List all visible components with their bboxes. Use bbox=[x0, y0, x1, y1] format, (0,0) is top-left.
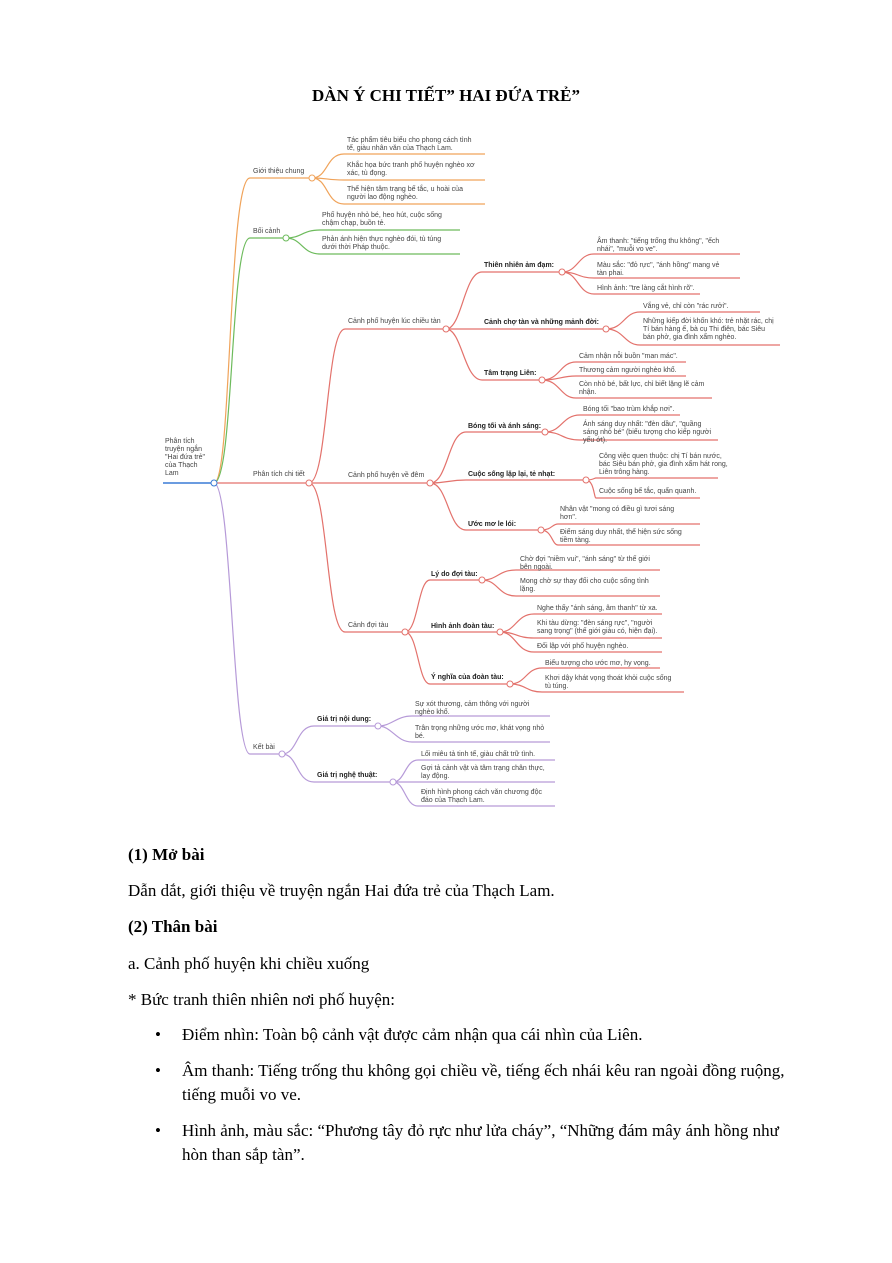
list-item-text: Hình ảnh, màu sắc: “Phương tây đỏ rực như lửa cháy”, “Những đám mây ánh hồng như hòn than sắp tàn”. bbox=[182, 1121, 779, 1164]
leaf: Thể hiện tâm trạng bế tắc, u hoài của người lao động nghèo. bbox=[347, 186, 463, 201]
leaf: Gợi tả cảnh vật và tâm trạng chân thực, lay động. bbox=[421, 765, 545, 780]
leaf: Chờ đợi "niềm vui", "ánh sáng" từ thế giới bên ngoài. bbox=[520, 556, 650, 571]
leaf: Định hình phong cách văn chương độc đáo của Thạch Lam. bbox=[421, 789, 542, 804]
leaf: Sự xót thương, cảm thông với người nghèo khổ. bbox=[415, 701, 530, 716]
list-item bbox=[155, 1023, 795, 1047]
paragraph-intro: Dẫn dắt, giới thiệu về truyện ngắn Hai đứa trẻ của Thạch Lam. bbox=[128, 881, 555, 900]
leaf: Khắc họa bức tranh phố huyện nghèo xơ xác, tù đọng. bbox=[347, 162, 475, 177]
list-item-text: Điểm nhìn: Toàn bộ cảnh vật được cảm nhận qua cái nhìn của Liên. bbox=[182, 1025, 643, 1044]
node-c3-g2: Hình ảnh đoàn tàu: bbox=[431, 623, 495, 630]
node-b4-g1: Giá trị nội dung: bbox=[317, 716, 372, 723]
leaf: Công việc quen thuộc: chị Tí bán nước, bác Siêu bán phở, gia đình xẩm hát rong, Liên trông hàng. bbox=[599, 453, 728, 476]
branch-context: Bối cảnh bbox=[253, 228, 281, 235]
leaf: Những kiếp đời khốn khó: trẻ nhặt rác, chị Tí bán hàng ế, bà cụ Thi điên, bác Siêu bán phở, gia đình xẩm nghèo. bbox=[643, 318, 774, 341]
node-c1-g3: Tâm trạng Liên: bbox=[484, 370, 537, 377]
node-c2-g2: Cuộc sống lặp lại, tẻ nhạt: bbox=[468, 471, 556, 478]
leaf: Điểm sáng duy nhất, thể hiện sức sống tiềm tàng. bbox=[560, 529, 682, 544]
leaf: Hình ảnh: "tre làng cắt hình rõ". bbox=[597, 285, 695, 292]
node-c3: Cảnh đợi tàu bbox=[348, 622, 389, 629]
bullet-dot: • bbox=[155, 1121, 161, 1140]
mindmap-root: Phân tích truyện ngắn "Hai đứa trẻ" của Thạch Lam bbox=[165, 438, 206, 477]
list-item bbox=[155, 1059, 795, 1107]
node-c2-g3: Ước mơ le lói: bbox=[468, 521, 517, 528]
node-c3-g1: Lý do đợi tàu: bbox=[431, 571, 478, 578]
leaf: Âm thanh: "tiếng trống thu không", "ếch nhái", "muỗi vo ve". bbox=[597, 238, 720, 253]
node-c3-g3: Ý nghĩa của đoàn tàu: bbox=[431, 674, 504, 681]
branch-intro: Giới thiệu chung bbox=[253, 168, 305, 175]
node-c1-g2: Cảnh chợ tàn và những mảnh đời: bbox=[484, 319, 599, 326]
list-item bbox=[155, 1119, 795, 1167]
leaf: Cuộc sống bế tắc, quẩn quanh. bbox=[599, 488, 697, 495]
node-c1-g1: Thiên nhiên ảm đạm: bbox=[484, 262, 555, 269]
heading-body: (2) Thân bài bbox=[128, 917, 218, 936]
leaf: Mong chờ sự thay đổi cho cuộc sống tình lặng. bbox=[520, 578, 649, 593]
leaf: Biểu tượng cho ước mơ, hy vọng. bbox=[545, 660, 651, 667]
leaf: Phản ánh hiện thực nghèo đói, tù túng dưới thời Pháp thuộc. bbox=[322, 236, 442, 251]
leaf: Trân trọng những ước mơ, khát vọng nhỏ bé. bbox=[415, 725, 545, 740]
bullet-dot: • bbox=[155, 1061, 161, 1080]
branch-conclusion: Kết bài bbox=[253, 744, 275, 751]
list-item-text: Âm thanh: Tiếng trống thu không gọi chiều về, tiếng ếch nhái kêu ran ngoài đồng ruộng, tiếng muỗi vo ve. bbox=[182, 1061, 785, 1104]
node-b4-g2: Giá trị nghệ thuật: bbox=[317, 772, 378, 779]
subheading-nature: * Bức tranh thiên nhiên nơi phố huyện: bbox=[128, 990, 396, 1009]
leaf: Màu sắc: "đỏ rực", "ánh hồng" mang vẻ tàn phai. bbox=[597, 262, 720, 277]
leaf: Vắng vẻ, chỉ còn "rác rưởi". bbox=[643, 303, 729, 310]
leaf: Thương cảm người nghèo khổ. bbox=[579, 367, 677, 374]
heading-intro: (1) Mở bài bbox=[128, 845, 205, 864]
leaf: Nghe thấy "ánh sáng, âm thanh" từ xa. bbox=[537, 605, 658, 612]
leaf: Bóng tối "bao trùm khắp nơi". bbox=[583, 406, 675, 413]
leaf: Khi tàu dừng: "đèn sáng rực", "người sang trọng" (thế giới giàu có, hiện đại). bbox=[537, 620, 658, 635]
leaf: Phố huyện nhỏ bé, heo hút, cuộc sống chậm chạp, buồn tẻ. bbox=[322, 212, 442, 227]
leaf: Còn nhỏ bé, bất lực, chỉ biết lặng lẽ cảm nhận. bbox=[579, 381, 705, 396]
node-c2-g1: Bóng tối và ánh sáng: bbox=[468, 423, 542, 430]
leaf: Tác phẩm tiêu biểu cho phong cách tình tế, giàu nhân văn của Thạch Lam. bbox=[347, 137, 472, 152]
node-c1: Cảnh phố huyện lúc chiều tàn bbox=[348, 318, 441, 325]
leaf: Nhân vật "mong có điều gì tươi sáng hơn". bbox=[560, 506, 675, 521]
page-title: DÀN Ý CHI TIẾT” HAI ĐỨA TRẺ” bbox=[312, 86, 580, 105]
leaf: Đối lập với phố huyện nghèo. bbox=[537, 643, 629, 650]
leaf: Khơi dậy khát vọng thoát khỏi cuộc sống tù túng. bbox=[545, 675, 672, 690]
node-c2: Cảnh phố huyện về đêm bbox=[348, 472, 425, 479]
bullet-dot: • bbox=[155, 1025, 161, 1044]
branch-analysis: Phân tích chi tiết bbox=[253, 471, 305, 478]
leaf: Ánh sáng duy nhất: "đèn dầu", "quầng sáng nhỏ bé" (biểu tượng cho kiếp người yếu ớt). bbox=[583, 421, 712, 444]
subheading-a: a. Cảnh phố huyện khi chiều xuống bbox=[128, 954, 370, 973]
leaf: Lối miêu tả tinh tế, giàu chất trữ tình. bbox=[421, 751, 536, 758]
leaf: Cảm nhận nỗi buồn "man mác". bbox=[579, 353, 678, 360]
